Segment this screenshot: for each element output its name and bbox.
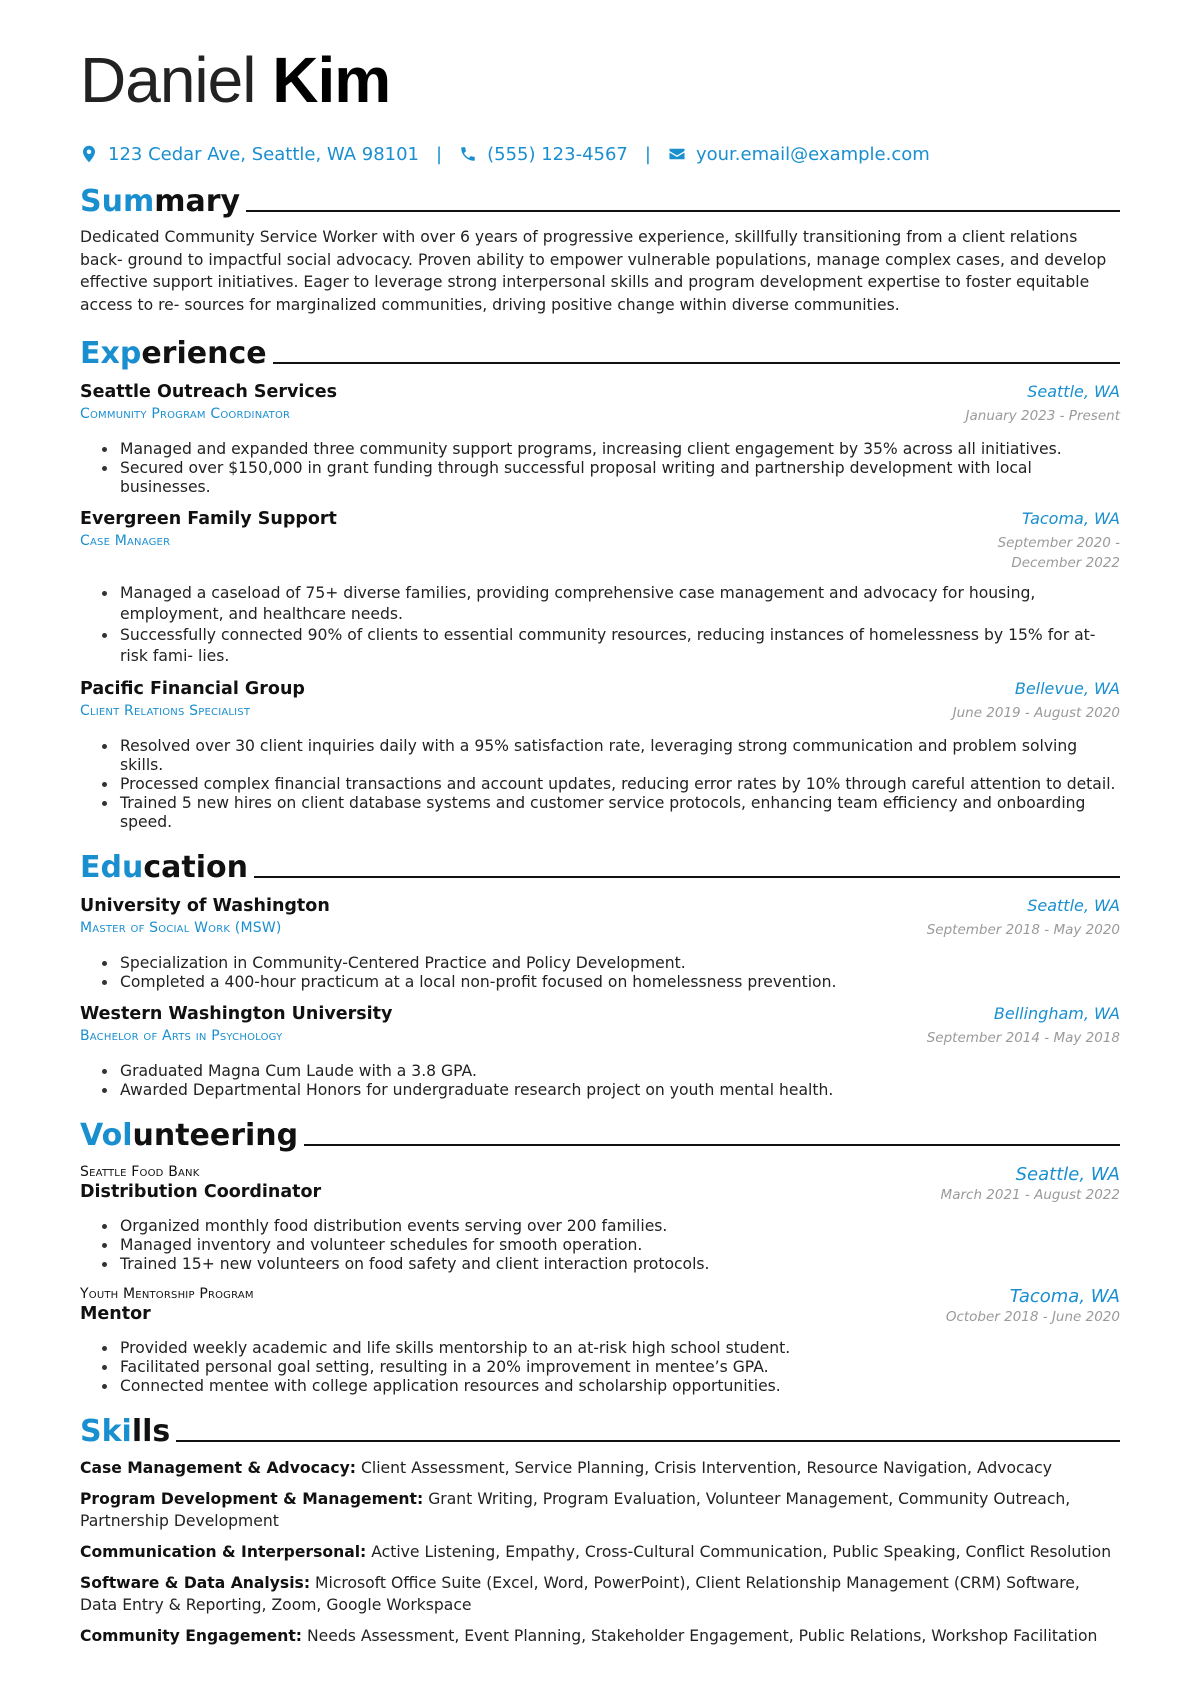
section-title: Summary — [80, 184, 241, 219]
address-text: 123 Cedar Ave, Seattle, WA 98101 — [108, 143, 420, 165]
volunteer-dates: October 2018 - June 2020 — [945, 1309, 1120, 1325]
degree-title: Master of Social Work (MSW) — [80, 920, 282, 936]
skill-items: Active Listening, Empathy, Cross-Cultural Communication, Public Speaking, Conflict Resolution — [371, 1543, 1112, 1561]
experience-entry — [80, 509, 1120, 667]
map-pin-icon — [80, 145, 98, 163]
section-title: Experience — [80, 336, 267, 371]
education-entry — [80, 896, 1120, 992]
bullet-list — [80, 1217, 1120, 1274]
bullet-item: • Successfully connected 90% of clients to essential community resources, reducing instances of homelessness by 15% for at-risk fami- lies. — [118, 625, 1120, 667]
school-location: Seattle, WA — [1027, 896, 1120, 915]
skill-items: Needs Assessment, Event Planning, Stakeholder Engagement, Public Relations, Workshop Facilitation — [307, 1627, 1098, 1645]
volunteering-heading — [80, 1114, 1120, 1152]
skill-items: Client Assessment, Service Planning, Crisis Intervention, Resource Navigation, Advocacy — [360, 1459, 1052, 1477]
contact-separator: | — [436, 143, 443, 165]
skill-items: Microsoft Office Suite (Excel, Word, PowerPoint), Client Relationship Management (CRM) Software, Data Entry & Reporting, Zoom, Google Workspace — [80, 1574, 1080, 1614]
skill-group — [80, 1488, 1120, 1532]
bullet-item: • Managed a caseload of 75+ diverse families, providing comprehensive case management and advocacy for housing, employment, and healthcare needs. — [118, 583, 1120, 625]
experience-entry — [80, 382, 1120, 497]
summary-text: Dedicated Community Service Worker with over 6 years of progressive experience, skillfully transitioning from a client relations back- ground to impactful social advocacy. Proven ability to empower vulnerable populations, manage complex cases, and develop effective support initiatives. Eager to leverage strong interpersonal skills and program development expertise to foster equitable access to re- sources for marginalized communities, driving positive change within diverse communities. — [80, 228, 1107, 314]
summary-heading — [80, 180, 1120, 218]
school-location: Bellingham, WA — [993, 1004, 1120, 1023]
bullet-item: • Trained 5 new hires on client database systems and customer service protocols, enhancing team efficiency and onboarding speed. — [118, 794, 1120, 832]
email-item[interactable] — [668, 144, 930, 165]
bullet-item: • Managed inventory and volunteer schedules for smooth operation. — [118, 1236, 1120, 1255]
section-rule — [304, 1144, 1120, 1146]
job-location: Tacoma, WA — [1021, 509, 1120, 528]
address-item — [80, 144, 419, 165]
skill-group — [80, 1572, 1120, 1616]
contact-line — [80, 142, 1120, 166]
education-heading — [80, 846, 1120, 884]
bullet-item: • Specialization in Community-Centered Practice and Policy Development. — [118, 954, 1120, 973]
volunteer-location: Seattle, WA — [1015, 1164, 1120, 1185]
skill-group — [80, 1457, 1120, 1479]
job-dates: September 2020 - December 2022 — [997, 535, 1120, 571]
phone-item[interactable] — [459, 144, 628, 165]
skill-category: Communication & Interpersonal: — [80, 1543, 367, 1561]
job-dates: January 2023 - Present — [965, 408, 1120, 424]
bullet-list — [80, 737, 1120, 832]
bullet-item: • Facilitated personal goal setting, resulting in a 20% improvement in mentee’s GPA. — [118, 1358, 1120, 1377]
first-name: Daniel — [80, 44, 256, 116]
section-rule — [254, 876, 1120, 878]
skill-category: Case Management & Advocacy: — [80, 1459, 357, 1477]
skill-category: Software & Data Analysis: — [80, 1574, 311, 1592]
job-location: Seattle, WA — [1027, 382, 1120, 401]
skill-items: Grant Writing, Program Evaluation, Volunteer Management, Community Outreach, Partnership Development — [80, 1490, 1071, 1530]
school-name: Western Washington University — [80, 1004, 393, 1024]
bullet-item: • Processed complex financial transactions and account updates, reducing error rates by 10% through careful attention to detail. — [118, 775, 1120, 794]
bullet-item: • Completed a 400-hour practicum at a local non-profit focused on homelessness prevention. — [118, 973, 1120, 992]
phone-text: (555) 123-4567 — [487, 143, 628, 165]
job-title: Community Program Coordinator — [80, 406, 291, 422]
bullet-item: • Resolved over 30 client inquiries daily with a 95% satisfaction rate, leveraging strong communication and problem solving skills. — [118, 737, 1120, 775]
education-entry — [80, 1004, 1120, 1100]
school-dates: September 2018 - May 2020 — [926, 922, 1120, 938]
section-rule — [246, 210, 1120, 212]
bullet-list — [80, 583, 1120, 667]
volunteer-organization: Seattle Food Bank — [80, 1164, 200, 1180]
candidate-name — [80, 38, 1120, 122]
degree-title: Bachelor of Arts in Psychology — [80, 1028, 283, 1044]
bullet-list — [80, 440, 1120, 497]
skill-category: Community Engagement: — [80, 1627, 303, 1645]
employer-name: Pacific Financial Group — [80, 679, 305, 699]
phone-icon — [459, 145, 477, 163]
bullet-item: • Graduated Magna Cum Laude with a 3.8 GPA. — [118, 1062, 1120, 1081]
experience-entry — [80, 679, 1120, 832]
job-dates: June 2019 - August 2020 — [952, 705, 1120, 721]
section-title: Volunteering — [80, 1118, 299, 1153]
bullet-item: • Organized monthly food distribution events serving over 200 families. — [118, 1217, 1120, 1236]
skill-group — [80, 1625, 1120, 1647]
job-title: Case Manager — [80, 533, 171, 549]
last-name: Kim — [272, 44, 391, 116]
contact-separator: | — [644, 143, 651, 165]
volunteer-role: Distribution Coordinator — [80, 1182, 322, 1202]
bullet-item: • Secured over $150,000 in grant funding through successful proposal writing and partnership development with local businesses. — [118, 459, 1120, 497]
volunteer-organization: Youth Mentorship Program — [80, 1286, 254, 1302]
school-dates: September 2014 - May 2018 — [926, 1030, 1120, 1046]
employer-name: Evergreen Family Support — [80, 509, 337, 529]
experience-heading — [80, 332, 1120, 370]
volunteer-role: Mentor — [80, 1304, 151, 1324]
bullet-item: • Provided weekly academic and life skills mentorship to an at-risk high school student. — [118, 1339, 1120, 1358]
bullet-list — [80, 1339, 1120, 1396]
employer-name: Seattle Outreach Services — [80, 382, 338, 402]
bullet-list — [80, 1062, 1120, 1100]
section-rule — [273, 362, 1120, 364]
skill-category: Program Development & Management: — [80, 1490, 424, 1508]
bullet-item: • Managed and expanded three community support programs, increasing client engagement by 35% across all initiatives. — [118, 440, 1120, 459]
bullet-item: • Trained 15+ new volunteers on food safety and client interaction protocols. — [118, 1255, 1120, 1274]
job-location: Bellevue, WA — [1014, 679, 1120, 698]
section-title: Education — [80, 850, 248, 885]
volunteer-location: Tacoma, WA — [1009, 1286, 1120, 1307]
section-rule — [176, 1440, 1120, 1442]
job-title: Client Relations Specialist — [80, 703, 251, 719]
volunteer-dates: March 2021 - August 2022 — [940, 1187, 1120, 1203]
bullet-item: • Awarded Departmental Honors for undergraduate research project on youth mental health. — [118, 1081, 1120, 1100]
skills-heading — [80, 1410, 1120, 1448]
envelope-icon — [668, 145, 686, 163]
section-title: Skills — [80, 1414, 171, 1449]
volunteer-entry — [80, 1286, 1120, 1396]
email-text: your.email@example.com — [695, 143, 930, 165]
skill-group — [80, 1541, 1120, 1563]
volunteer-entry — [80, 1164, 1120, 1274]
school-name: University of Washington — [80, 896, 330, 916]
bullet-list — [80, 954, 1120, 992]
bullet-item: • Connected mentee with college application resources and scholarship opportunities. — [118, 1377, 1120, 1396]
